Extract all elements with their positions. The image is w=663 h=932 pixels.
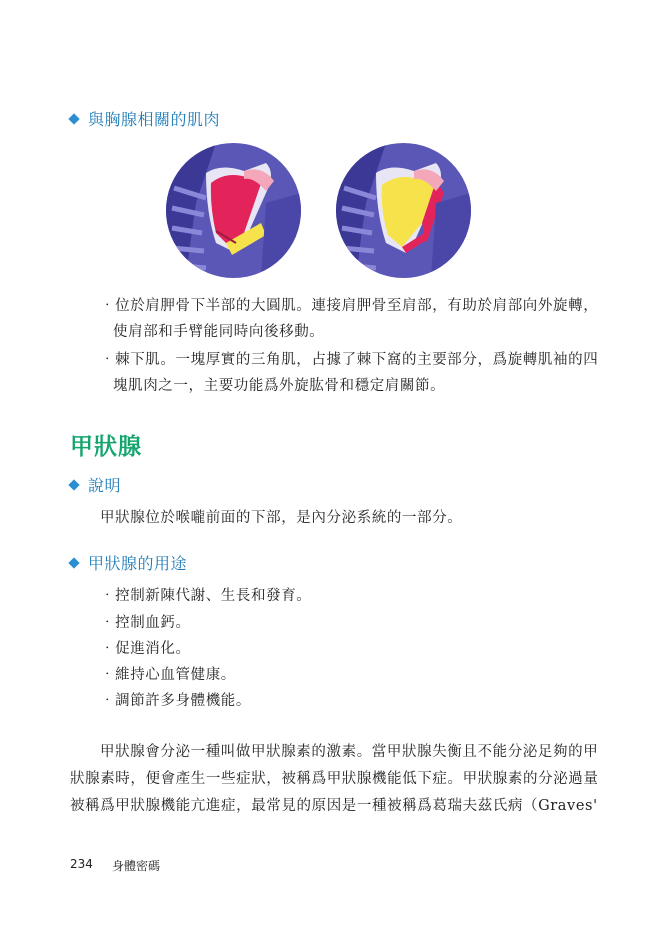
- teres-major-illustration: [166, 143, 301, 278]
- description-text: 甲狀腺位於喉嚨前面的下部，是內分泌系統的一部分。: [100, 510, 463, 526]
- uses-heading: [70, 551, 187, 574]
- diamond-bullet-icon: [68, 479, 79, 490]
- uses-item: ‧控制新陳代謝、生長和發育。: [100, 588, 312, 604]
- muscle-bullet-1-line-2: 使肩部和手臂能同時向後移動。: [113, 324, 325, 340]
- body-paragraph-line-1: 甲狀腺會分泌一種叫做甲狀腺素的激素。當甲狀腺失衡且不能分泌足夠的甲: [100, 744, 599, 760]
- thyroid-title: 甲狀腺: [70, 433, 142, 460]
- muscle-bullet-2-line-1: ‧棘下肌。一塊厚實的三角肌，占據了棘下窩的主要部分，爲旋轉肌袖的四: [100, 352, 599, 368]
- uses-item: ‧維持心血管健康。: [100, 667, 236, 683]
- body-paragraph-line-3: 被稱爲甲狀腺機能亢進症，最常見的原因是一種被稱爲葛瑞夫茲氏病（Graves': [70, 798, 598, 814]
- description-heading: [70, 473, 121, 496]
- muscle-bullet-1-line-1: ‧位於肩胛骨下半部的大圓肌。連接肩胛骨至肩部，有助於肩部向外旋轉，: [100, 298, 599, 314]
- uses-item: ‧促進消化。: [100, 641, 191, 657]
- muscles-heading-text: 與胸腺相關的肌肉: [88, 110, 221, 129]
- uses-item: ‧調節許多身體機能。: [100, 693, 251, 709]
- uses-item: ‧控制血鈣。: [100, 615, 191, 631]
- muscles-section-heading: [70, 107, 220, 130]
- infraspinatus-illustration: [336, 143, 471, 278]
- page-number: 234: [70, 857, 93, 871]
- body-paragraph-line-2: 狀腺素時，便會產生一些症狀，被稱爲甲狀腺機能低下症。甲狀腺素的分泌過量: [70, 771, 599, 787]
- description-heading-text: 說明: [88, 476, 122, 495]
- uses-heading-text: 甲狀腺的用途: [88, 554, 188, 573]
- book-title: 身體密碼: [112, 859, 161, 873]
- muscle-bullet-2-line-2: 塊肌肉之一，主要功能爲外旋肱骨和穩定肩關節。: [113, 378, 446, 394]
- diamond-bullet-icon: [68, 113, 79, 124]
- diamond-bullet-icon: [68, 557, 79, 568]
